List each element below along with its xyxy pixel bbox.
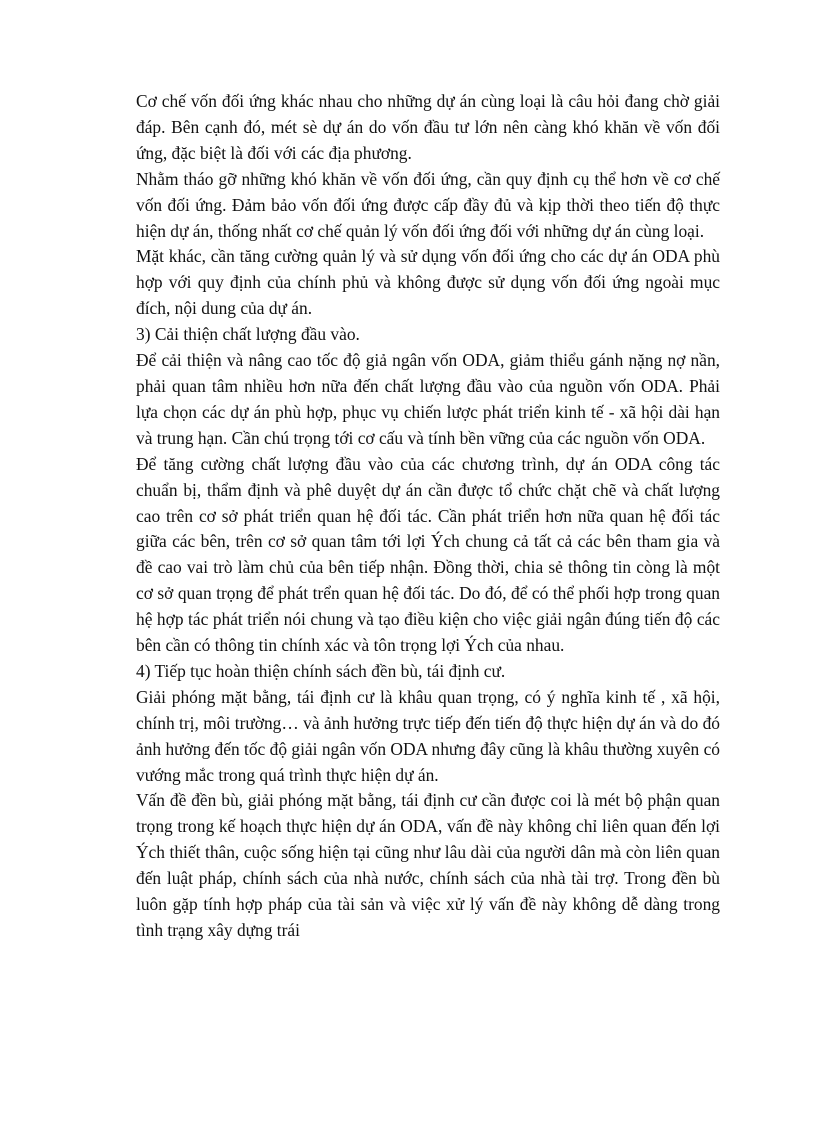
paragraph-improve-disbursement: Để cải thiện và nâng cao tốc độ giả ngân vốn ODA, giảm thiểu gánh nặng nợ nần, phải quan tâm nhiều hơn nữa đến chất lượng đầu vào của nguồn vốn ODA. Phải lựa chọn các dự án phù hợp, phục vụ chiến lược phát triển kinh tế - xã hội dài hạn và trung hạn. Cần chú trọng tới cơ cấu và tính bền vững của các nguồn vốn ODA. — [136, 350, 720, 448]
paragraph-remove-difficulties: Nhằm tháo gỡ những khó khăn về vốn đối ứng, cần quy định cụ thể hơn về cơ chế vốn đối ứng. Đảm bảo vốn đối ứng được cấp đầy đủ và kịp thời theo tiến độ thực hiện dự án, thống nhất cơ chế quản lý vốn đối ứng đối với những dự án cùng loại. — [136, 168, 720, 241]
document-page — [136, 89, 720, 944]
section-heading-3: 3) Cải thiện chất lượng đầu vào. — [136, 324, 360, 345]
paragraph-input-quality: Để tăng cường chất lượng đầu vào của các chương trình, dự án ODA công tác chuẩn bị, thẩm định và phê duyệt dự án cần được tổ chức chặt chẽ và chất lượng cao trên cơ sở phát triển quan hệ đối tác. Cần phát triển hơn nữa quan hệ đối tác giữa các bên, trên cơ sở quan tâm tới lợi Ých chung cả tất cả các bên tham gia và đề cao vai trò làm chủ của bên tiếp nhận. Đồng thời, chia sẻ thông tin còng là một cơ sở quan trọng để phát trển quan hệ đối tác. Do đó, để có thể phối hợp trong quan hệ hợp tác phát triển nói chung và tạo điều kiện cho việc giải ngân đúng tiến độ các bên cần có thông tin chính xác và tôn trọng lợi Ých của nhau. — [136, 453, 720, 656]
paragraph-strengthen-management: Mặt khác, cần tăng cường quản lý và sử dụng vốn đối ứng cho các dự án ODA phù hợp với quy định của chính phủ và không được sử dụng vốn đối ứng ngoài mục đích, nội dung của dự án. — [136, 246, 720, 319]
paragraph-site-clearance: Giải phóng mặt bằng, tái định cư là khâu quan trọng, có ý nghĩa kinh tế , xã hội, chính trị, môi trường… và ảnh hưởng trực tiếp đến tiến độ thực hiện dự án và do đó ảnh hưởng đến tốc độ giải ngân vốn ODA nhưng đây cũng là khâu thường xuyên có vướng mắc trong quá trình thực hiện dự án. — [136, 686, 720, 785]
paragraph-compensation-issue: Vấn đề đền bù, giải phóng mặt bằng, tái định cư cần được coi là mét bộ phận quan trọng trong kế hoạch thực hiện dự án ODA, vấn đề này không chỉ liên quan đến lợi Ých thiết thân, cuộc sống hiện tại cũng như lâu dài của người dân mà còn liên quan đến luật pháp, chính sách của nhà nước, chính sách của nhà tài trợ. Trong đền bù luôn gặp tính hợp pháp của tài sản và việc xử lý vấn đề này không dễ dàng trong tình trạng xây dựng trái — [136, 790, 720, 940]
section-heading-4: 4) Tiếp tục hoàn thiện chính sách đền bù, tái định cư. — [136, 660, 506, 681]
paragraph-counterpart-funding-mechanism: Cơ chế vốn đối ứng khác nhau cho những dự án cùng loại là câu hỏi đang chờ giải đáp. Bên cạnh đó, mét sè dự án do vốn đầu tư lớn nên càng khó khăn về vốn đối ứng, đặc biệt là đối với các địa phương. — [136, 91, 720, 163]
